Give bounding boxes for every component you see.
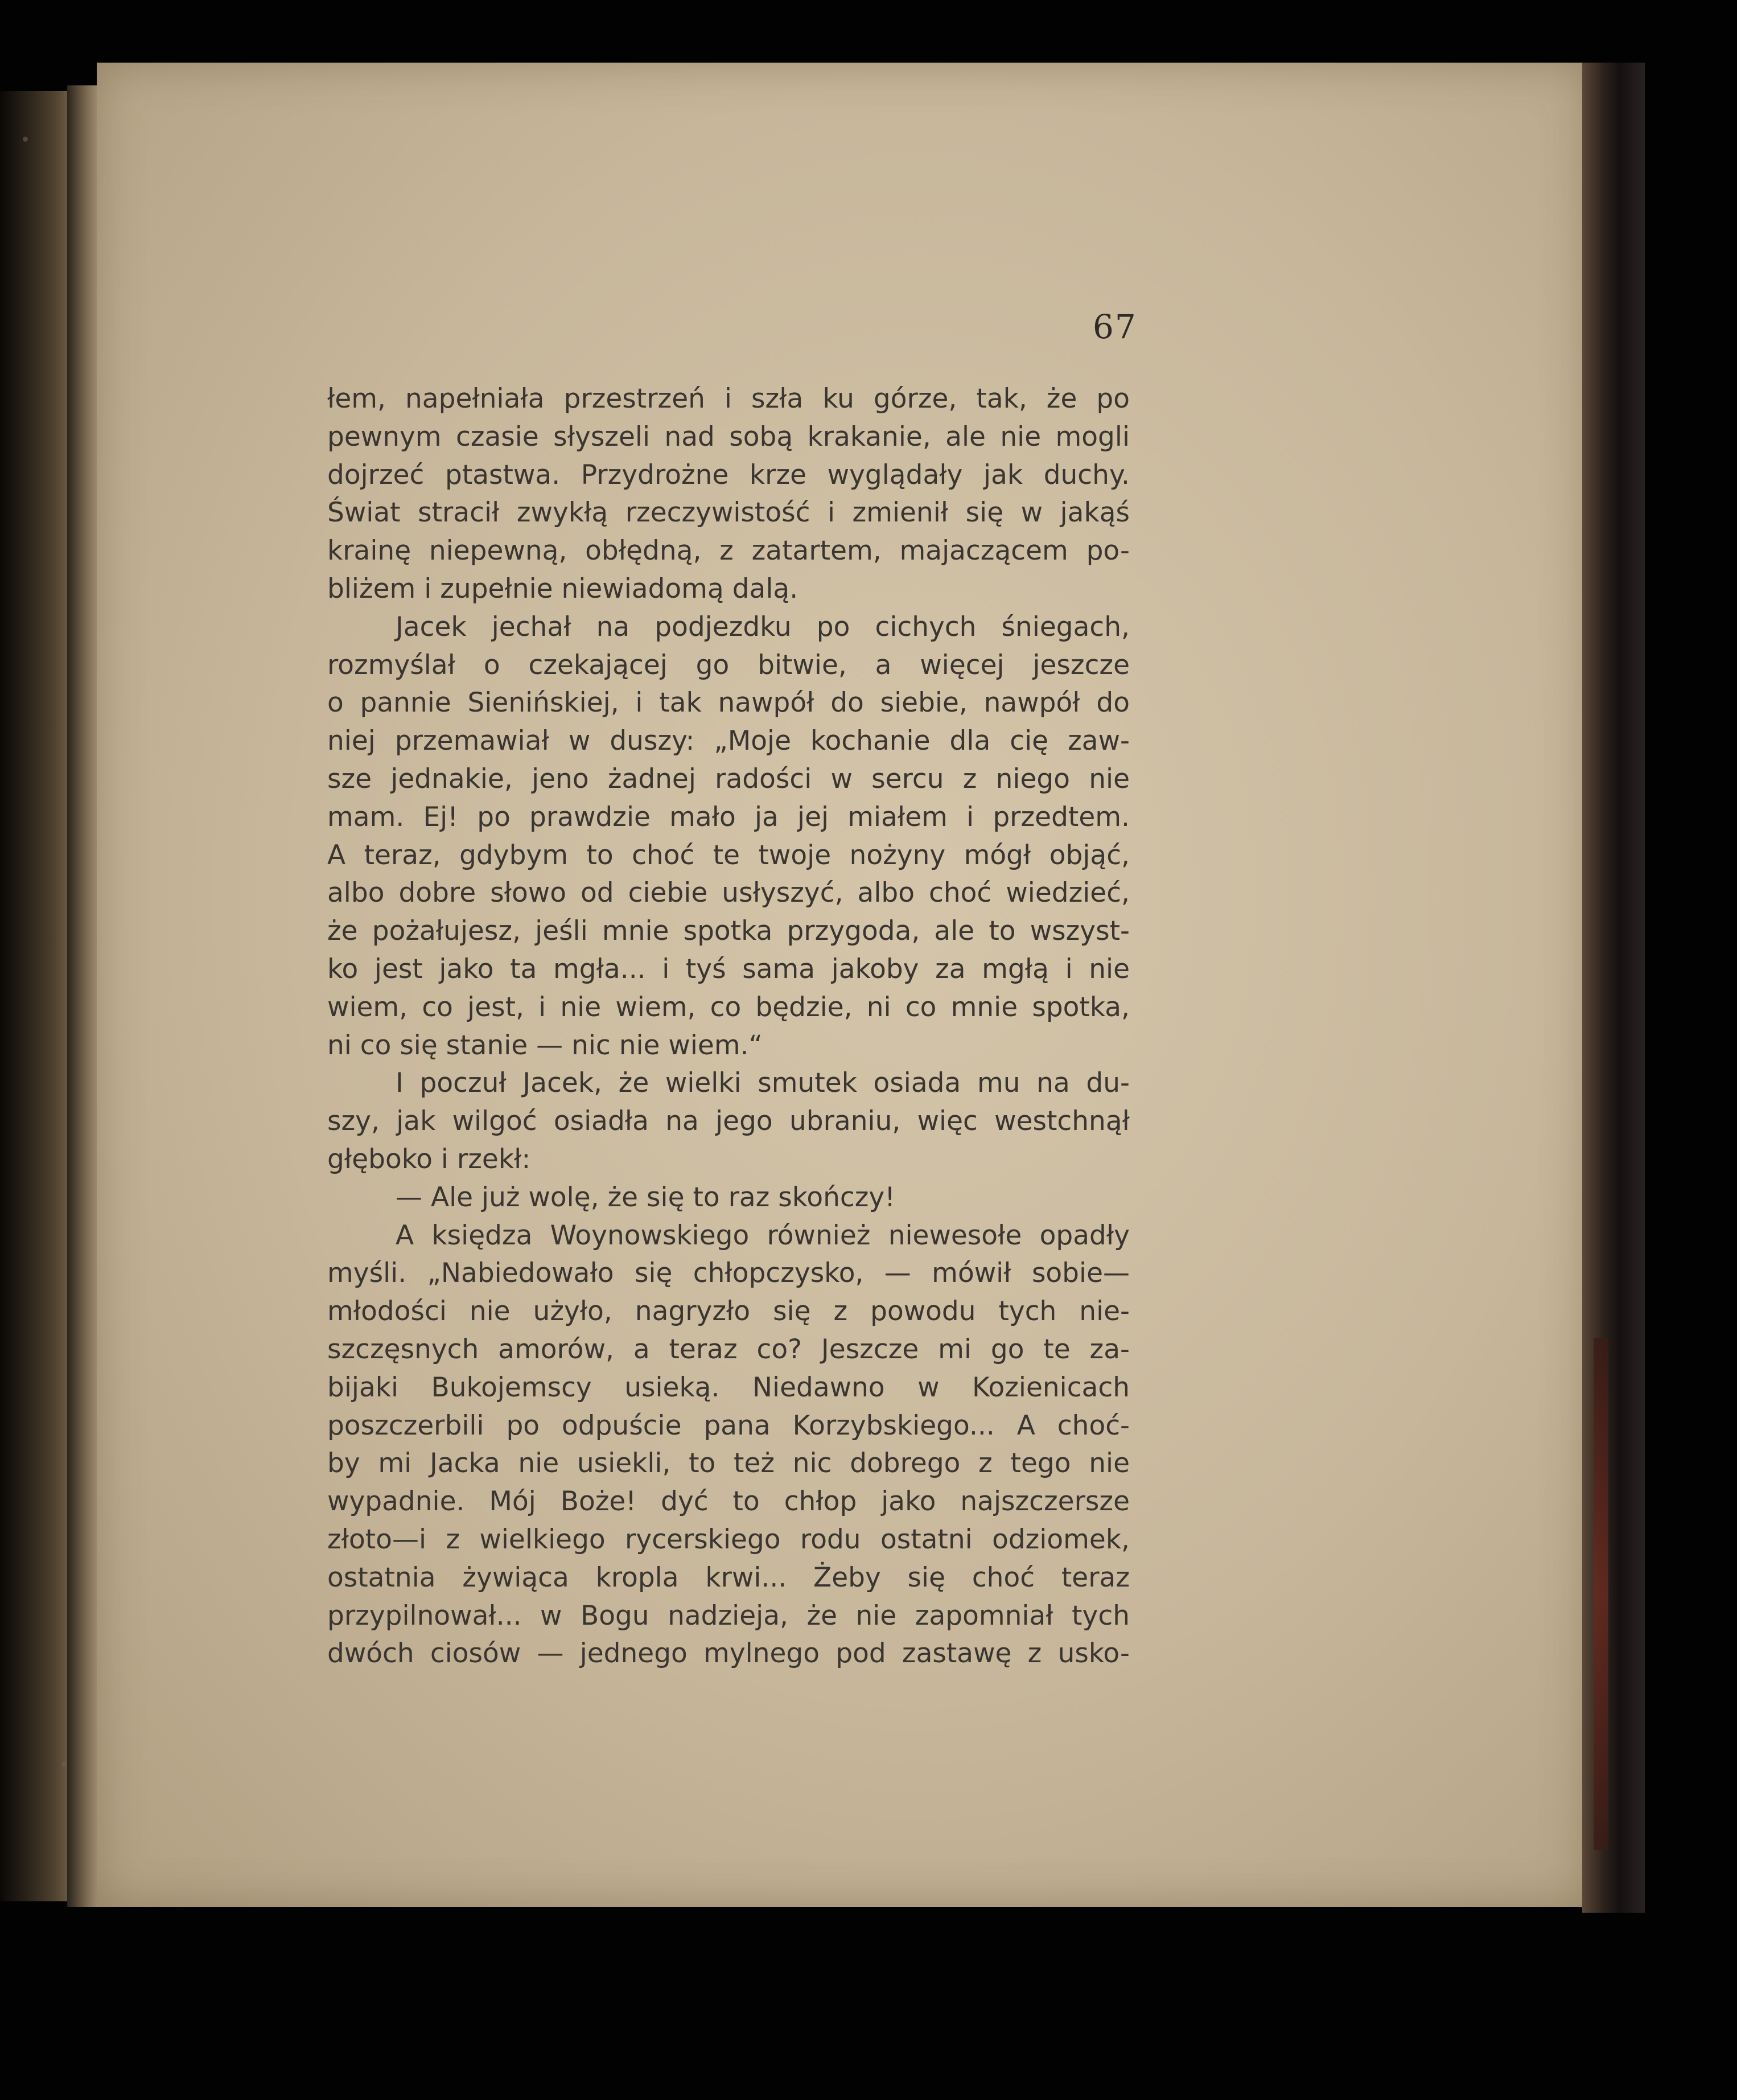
text-line: ko jest jako ta mgła... i tyś sama jakoby za mgłą i nie xyxy=(327,953,1130,985)
text-line: ostatnia żywiąca kropla krwi... Żeby się choć teraz xyxy=(327,1561,1130,1593)
text-line: pewnym czasie słyszeli nad sobą krakanie, ale nie mogli xyxy=(327,421,1130,453)
dust-speck xyxy=(61,1762,67,1767)
text-line: wiem, co jest, i nie wiem, co będzie, ni co mnie spotka, xyxy=(327,991,1130,1023)
text-line: wypadnie. Mój Boże! dyć to chłop jako najszczersze xyxy=(327,1486,1130,1518)
text-line: — Ale już wolę, że się to raz skończy! xyxy=(396,1181,896,1213)
text-line: Jacek jechał na podjezdku po cichych śniegach, xyxy=(396,611,1130,643)
book-cover-edge xyxy=(1582,63,1645,1913)
text-line: niej przemawiał w duszy: „Moje kochanie dla cię zaw- xyxy=(327,725,1130,757)
text-line: młodości nie użyło, nagryzło się z powodu tych nie- xyxy=(327,1296,1130,1328)
text-line: rozmyślał o czekającej go bitwie, a więcej jeszcze xyxy=(327,649,1130,681)
text-line: sze jednakie, jeno żadnej radości w sercu z niego nie xyxy=(327,763,1130,795)
previous-page-edge xyxy=(0,91,68,1901)
text-line: Świat stracił zwykłą rzeczywistość i zmienił się w jakąś xyxy=(327,497,1130,529)
text-line: bliżem i zupełnie niewiadomą dalą. xyxy=(327,573,798,605)
text-line: krainę niepewną, obłędną, z zatartem, majaczącem po- xyxy=(327,535,1130,567)
text-line: I poczuł Jacek, że wielki smutek osiada mu na du- xyxy=(396,1067,1130,1099)
text-line: mam. Ej! po prawdzie mało ja jej miałem i przedtem. xyxy=(327,801,1130,833)
text-line: dojrzeć ptastwa. Przydrożne krze wyglądały jak duchy. xyxy=(327,459,1130,491)
text-line: poszczerbili po odpuście pana Korzybskiego... A choć- xyxy=(327,1409,1130,1441)
dust-speck xyxy=(23,137,28,142)
text-line: szczęsnych amorów, a teraz co? Jeszcze mi go te za- xyxy=(327,1333,1130,1365)
text-line: albo dobre słowo od ciebie usłyszyć, albo choć wiedzieć, xyxy=(327,877,1130,909)
cover-binding-stripe xyxy=(1594,1338,1608,1850)
text-line: dwóch ciosów — jednego mylnego pod zastawę z usko- xyxy=(327,1638,1130,1670)
text-line: bijaki Bukojemscy usieką. Niedawno w Kozienicach xyxy=(327,1371,1130,1403)
text-line: szy, jak wilgoć osiadła na jego ubraniu, więc westchnął xyxy=(327,1106,1130,1137)
text-line: złoto—i z wielkiego rycerskiego rodu ostatni odziomek, xyxy=(327,1523,1130,1555)
text-line: ni co się stanie — nic nie wiem.“ xyxy=(327,1029,763,1061)
text-line: o pannie Sienińskiej, i tak nawpół do siebie, nawpół do xyxy=(327,687,1130,719)
text-line: łem, napełniała przestrzeń i szła ku górze, tak, że po xyxy=(327,383,1130,414)
text-line: A księdza Woynowskiego również niewesołe opadły xyxy=(396,1219,1130,1251)
page-body-text xyxy=(327,380,1130,1673)
text-line: głęboko i rzekł: xyxy=(327,1143,531,1175)
text-line: myśli. „Nabiedowało się chłopczysko, — mówił sobie— xyxy=(327,1257,1130,1289)
text-line: A teraz, gdybym to choć te twoje nożyny mógł objąć, xyxy=(327,839,1130,871)
text-line: że pożałujesz, jeśli mnie spotka przygoda, ale to wszyst- xyxy=(327,915,1130,947)
page-number: 67 xyxy=(1093,307,1137,346)
text-line: przypilnował... w Bogu nadzieja, że nie zapomniał tych xyxy=(327,1600,1130,1631)
text-line: by mi Jacka nie usiekli, to też nic dobrego z tego nie xyxy=(327,1448,1130,1480)
